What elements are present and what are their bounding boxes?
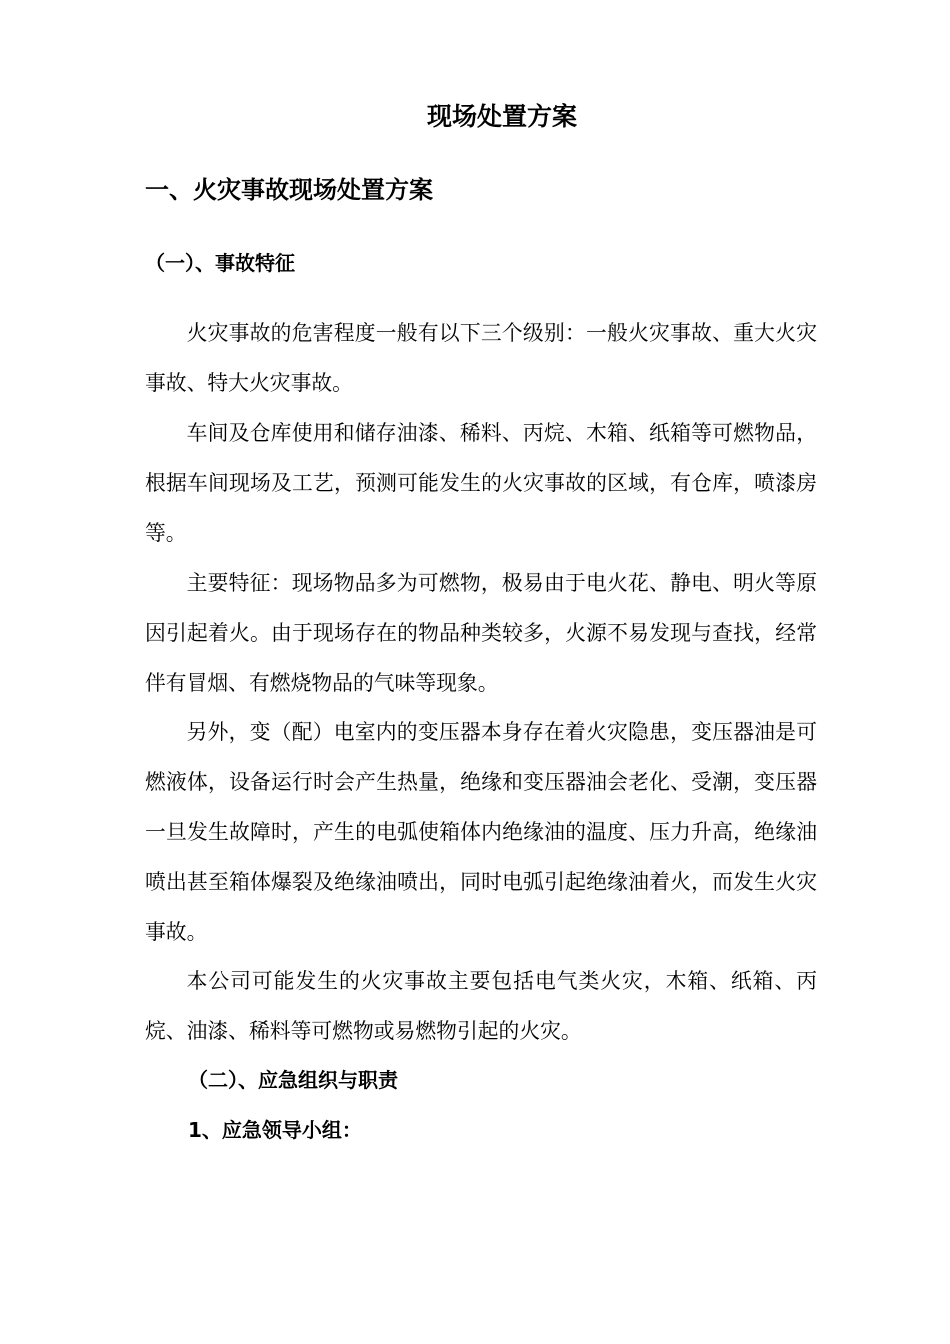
paragraph-hazard-levels: 火灾事故的危害程度一般有以下三个级别：一般火灾事故、重大火灾事故、特大火灾事故。 — [145, 321, 817, 395]
paragraph-possible-fires: 本公司可能发生的火灾事故主要包括电气类火灾，木箱、纸箱、丙烷、油漆、稀料等可燃物或易燃物引起的火灾。 — [145, 969, 817, 1043]
subsection-heading-emergency-organization: （二）、应急组织与职责 — [188, 1068, 398, 1092]
paragraph-main-features: 主要特征：现场物品多为可燃物，极易由于电火花、静电、明火等原因引起着火。由于现场存在的物品种类较多，火源不易发现与查找，经常伴有冒烟、有燃烧物品的气味等现象。 — [145, 571, 817, 695]
item-heading-emergency-leadership: 1、应急领导小组： — [188, 1118, 362, 1142]
section-heading-fire-accident: 一、火灾事故现场处置方案 — [145, 176, 433, 204]
document-title: 现场处置方案 — [426, 102, 577, 131]
subsection-heading-accident-features: （一）、事故特征 — [145, 251, 295, 275]
paragraph-transformer-hazard: 另外，变（配）电室内的变压器本身存在着火灾隐患，变压器油是可燃液体，设备运行时会产生热量，绝缘和变压器油会老化、受潮，变压器一旦发生故障时，产生的电弧使箱体内绝缘油的温度、压力升高，绝缘油喷出甚至箱体爆裂及绝缘油喷出，同时电弧引起绝缘油着火，而发生火灾事故。 — [145, 720, 817, 944]
paragraph-risk-areas: 车间及仓库使用和储存油漆、稀料、丙烷、木箱、纸箱等可燃物品，根据车间现场及工艺，预测可能发生的火灾事故的区域，有仓库，喷漆房等。 — [145, 421, 817, 545]
